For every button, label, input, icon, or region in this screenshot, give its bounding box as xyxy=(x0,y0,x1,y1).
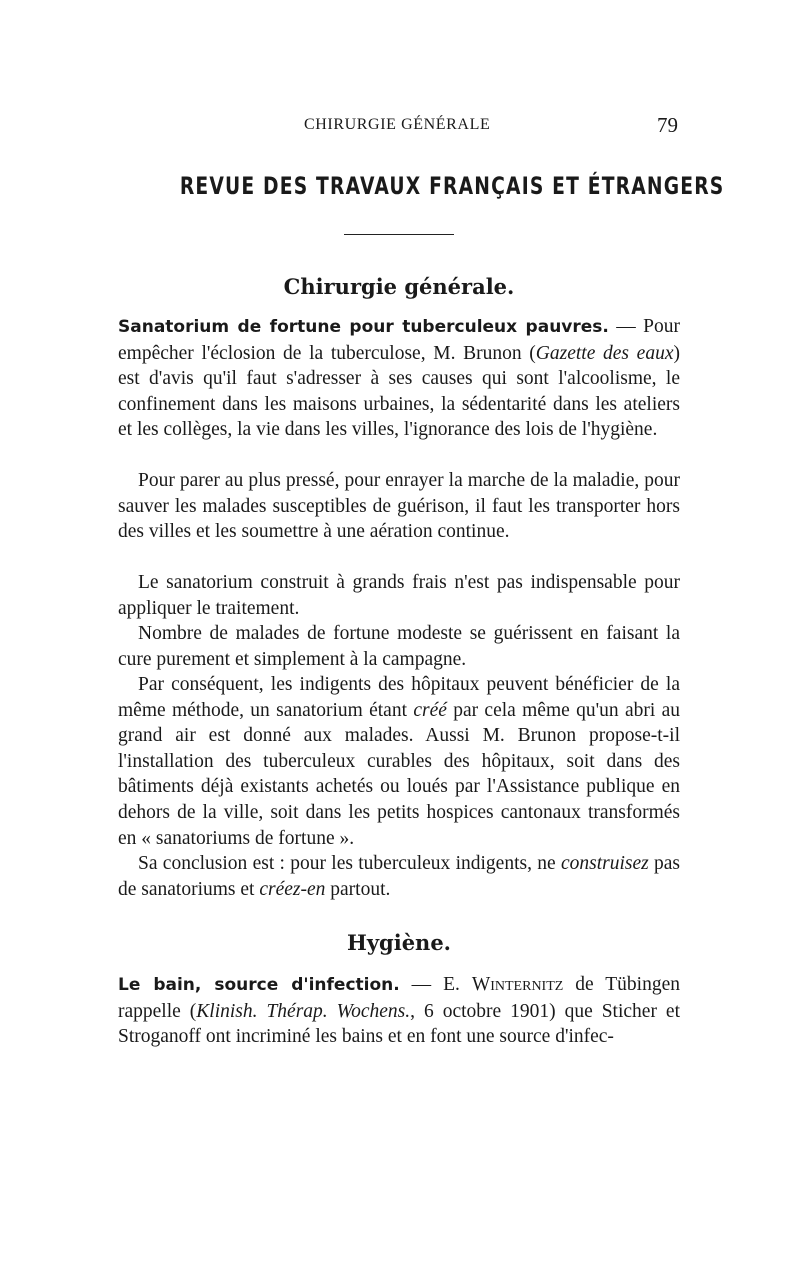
article-paragraph: Sa conclusion est : pour les tuberculeux indigents, ne construisez pas de sanatoriums et créez-en partout. xyxy=(118,853,680,900)
article-paragraph: Par conséquent, les indigents des hôpitaux peuvent bénéficier de la même méthode, un sanatorium étant créé par cela même qu'un abri au grand air est donné aux malades. Aussi M. Brunon propose-t-il l'installation des tuberculeux curables des hôpitaux, soit dans des bâtiments déjà existants achetés ou loués par l'Assistance publique en dehors de la ville, soit dans les petits hospices cantonaux transformés en « sanatoriums de fortune ». xyxy=(118,674,680,849)
running-head xyxy=(118,113,680,138)
journal-citation: Gazette des eaux xyxy=(535,342,674,364)
running-head-title: CHIRURGIE GÉNÉRALE xyxy=(304,116,491,133)
article-paragraph: Le bain, source d'infection. — E. Winternitz de Tübingen rappelle (Klinish. Thérap. Wochens., 6 octobre 1901) que Sticher et Stroganoff ont incriminé les bains et en font une source d'infec- xyxy=(118,974,680,1048)
article-title: Sanatorium de fortune pour tuberculeux pauvres. xyxy=(118,317,609,337)
page-number: 79 xyxy=(657,113,678,137)
journal-citation: Klinish. Thérap. Wochens. xyxy=(196,1000,411,1022)
section-heading-chirurgie: Chirurgie générale. xyxy=(283,274,515,299)
title-divider xyxy=(344,234,454,235)
section-heading-hygiene: Hygiène. xyxy=(346,930,451,955)
article-paragraph: Pour parer au plus pressé, pour enrayer la marche de la maladie, pour sauver les malades susceptibles de guérison, il faut les transporter hors des villes et les soumettre à une aération continue. xyxy=(118,470,680,543)
article-paragraph: Le sanatorium construit à grands frais n'est pas indispensable pour appliquer le traitement. xyxy=(118,572,680,619)
main-title: REVUE DES TRAVAUX FRANÇAIS ET ÉTRANGERS xyxy=(179,172,725,200)
article-paragraph: Sanatorium de fortune pour tuberculeux pauvres. — Pour empêcher l'éclosion de la tuberculose, M. Brunon (Gazette des eaux) est d'avis qu'il faut s'adresser à ses causes qui sont l'alcoolisme, le confinement dans les maisons urbaines, la sédentarité dans les ateliers et les collèges, la vie dans les villes, l'ignorance des lois de l'hygiène. xyxy=(118,316,680,441)
article-paragraph: Nombre de malades de fortune modeste se guérissent en faisant la cure purement et simplement à la campagne. xyxy=(118,623,680,670)
author-name: Winternitz xyxy=(471,974,564,995)
article-title: Le bain, source d'infection. xyxy=(118,975,400,995)
